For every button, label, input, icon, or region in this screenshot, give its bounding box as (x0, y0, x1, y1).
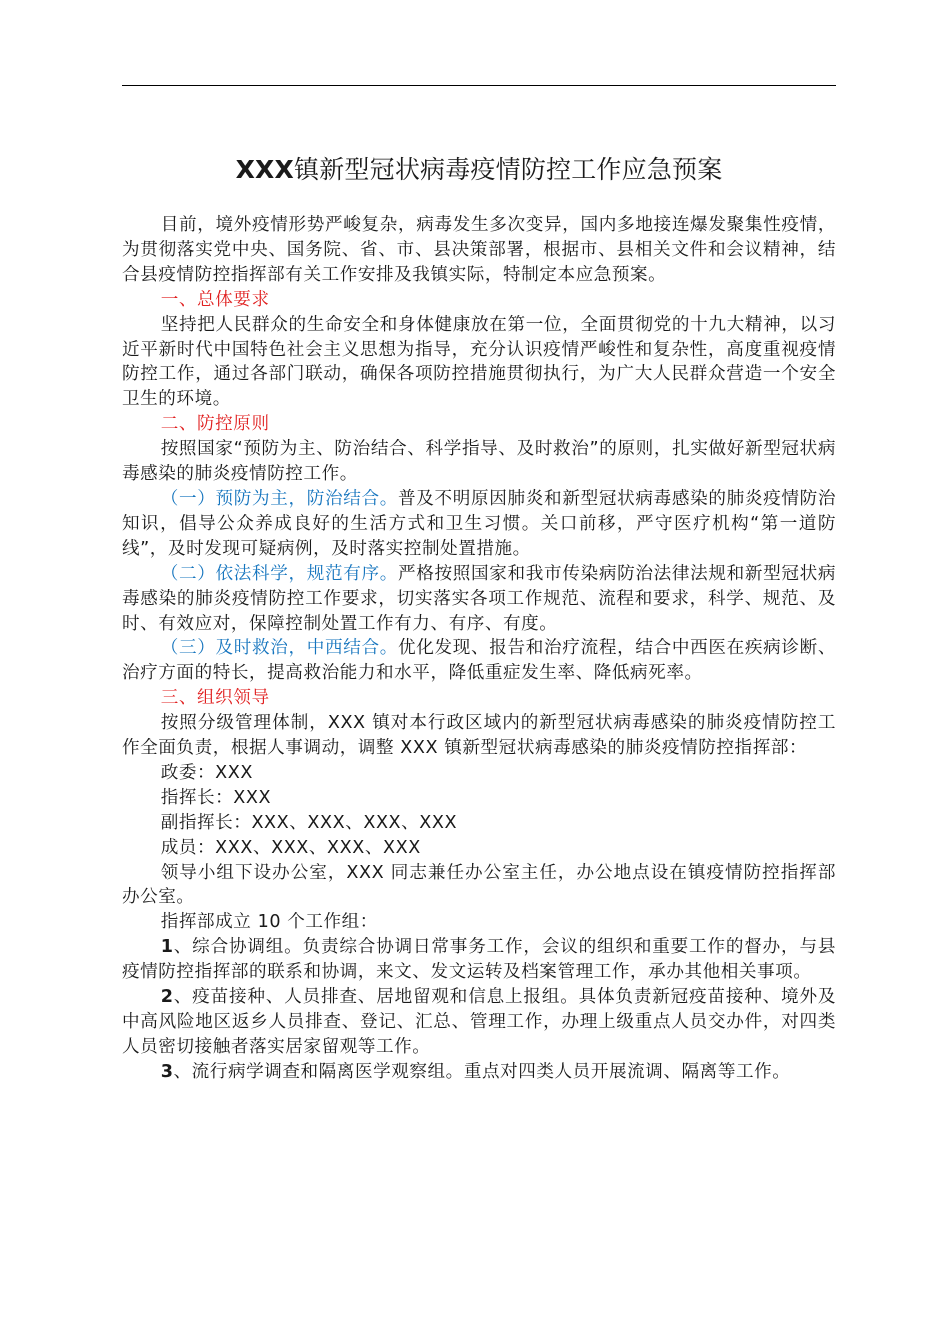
title-rest: 镇新型冠状病毒疫情防控工作应急预案 (294, 155, 723, 184)
header-rule (122, 85, 836, 86)
principle-1 (122, 487, 836, 562)
group-1-number: 1 (160, 937, 174, 958)
group-3-number: 3 (160, 1061, 174, 1082)
principle-3-heading: （三）及时救治，中西结合。 (160, 638, 399, 659)
section-2-body: 按照国家“预防为主、防治结合、科学指导、及时救治”的原则，扎实做好新型冠状病毒感染的肺炎疫情防控工作。 (122, 439, 836, 485)
working-group-3 (122, 1060, 836, 1085)
principle-1-heading: （一）预防为主，防治结合。 (160, 488, 399, 509)
section-3-heading: 三、组织领导 (160, 688, 270, 709)
section-1-heading: 一、总体要求 (160, 289, 270, 310)
section-1-body: 坚持把人民群众的生命安全和身体健康放在第一位，全面贯彻党的十九大精神，以习近平新时代中国特色社会主义思想为指导，充分认识疫情严峻性和复杂性，高度重视疫情防控工作，通过各部门联动，确保各项防控措施贯彻执行，为广大人民群众营造一个安全卫生的环境。 (122, 314, 836, 410)
section-2-heading: 二、防控原则 (160, 414, 270, 435)
section-3-body: 按照分级管理体制，XXX 镇对本行政区域内的新型冠状病毒感染的肺炎疫情防控工作全面负责，根据人事调动，调整 XXX 镇新型冠状病毒感染的肺炎疫情防控指挥部： (122, 713, 836, 759)
principle-2-text: 严格按照国家和我市传染病防治法律法规和新型冠状病毒感染的肺炎疫情防控工作要求，切实落实各项工作规范、流程和要求，科学、规范、及时、有效应对，保障控制处置工作有力、有序、有度。 (122, 563, 837, 634)
principle-3-text: 优化发现、报告和治疗流程，结合中西医在疾病诊断、治疗方面的特长，提高救治能力和水平，降低重症发生率、降低病死率。 (122, 638, 837, 684)
intro-paragraph: 目前，境外疫情形势严峻复杂，病毒发生多次变异，国内多地接连爆发聚集性疫情，为贯彻落实党中央、国务院、省、市、县决策部署，根据市、县相关文件和会议精神，结合县疫情防控指挥部有关工作安排及我镇实际，特制定本应急预案。 (122, 215, 836, 285)
group-2-number: 2 (160, 987, 174, 1008)
working-group-2 (122, 985, 836, 1060)
principle-2-heading: （二）依法科学，规范有序。 (160, 563, 399, 584)
working-groups-intro: 指挥部成立 10 个工作组： (160, 912, 378, 933)
group-2-text: 、疫苗接种、人员排查、居地留观和信息上报组。具体负责新冠疫苗接种、境外及中高风险地区返乡人员排查、登记、汇总、管理工作，办理上级重点人员交办件，对四类人员密切接触者落实居家留观等工作。 (122, 987, 836, 1057)
deputy-commander-line: 副指挥长：XXX、XXX、XXX、XXX (160, 812, 458, 833)
principle-1-text: 普及不明原因肺炎和新型冠状病毒感染的肺炎疫情防治知识，倡导公众养成良好的生活方式和卫生习惯。关口前移，严守医疗机构“第一道防线”，及时发现可疑病例，及时落实控制处置措施。 (122, 488, 837, 559)
office-paragraph: 领导小组下设办公室，XXX 同志兼任办公室主任，办公地点设在镇疫情防控指挥部办公室。 (122, 862, 836, 908)
title-prefix: XXX (235, 155, 295, 184)
political-commissar-line: 政委：XXX (160, 762, 253, 783)
group-3-text: 、流行病学调查和隔离医学观察组。重点对四类人员开展流调、隔离等工作。 (173, 1061, 791, 1082)
members-line: 成员：XXX、XXX、XXX、XXX (160, 837, 421, 858)
document-title (122, 150, 836, 186)
principle-2 (122, 562, 836, 637)
group-1-text: 、综合协调组。负责综合协调日常事务工作，会议的组织和重要工作的督办，与县疫情防控指挥部的联系和协调，来文、发文运转及档案管理工作，承办其他相关事项。 (122, 937, 836, 983)
document-body (122, 213, 836, 1085)
working-group-1 (122, 935, 836, 985)
commander-line: 指挥长：XXX (160, 787, 272, 808)
principle-3 (122, 636, 836, 686)
